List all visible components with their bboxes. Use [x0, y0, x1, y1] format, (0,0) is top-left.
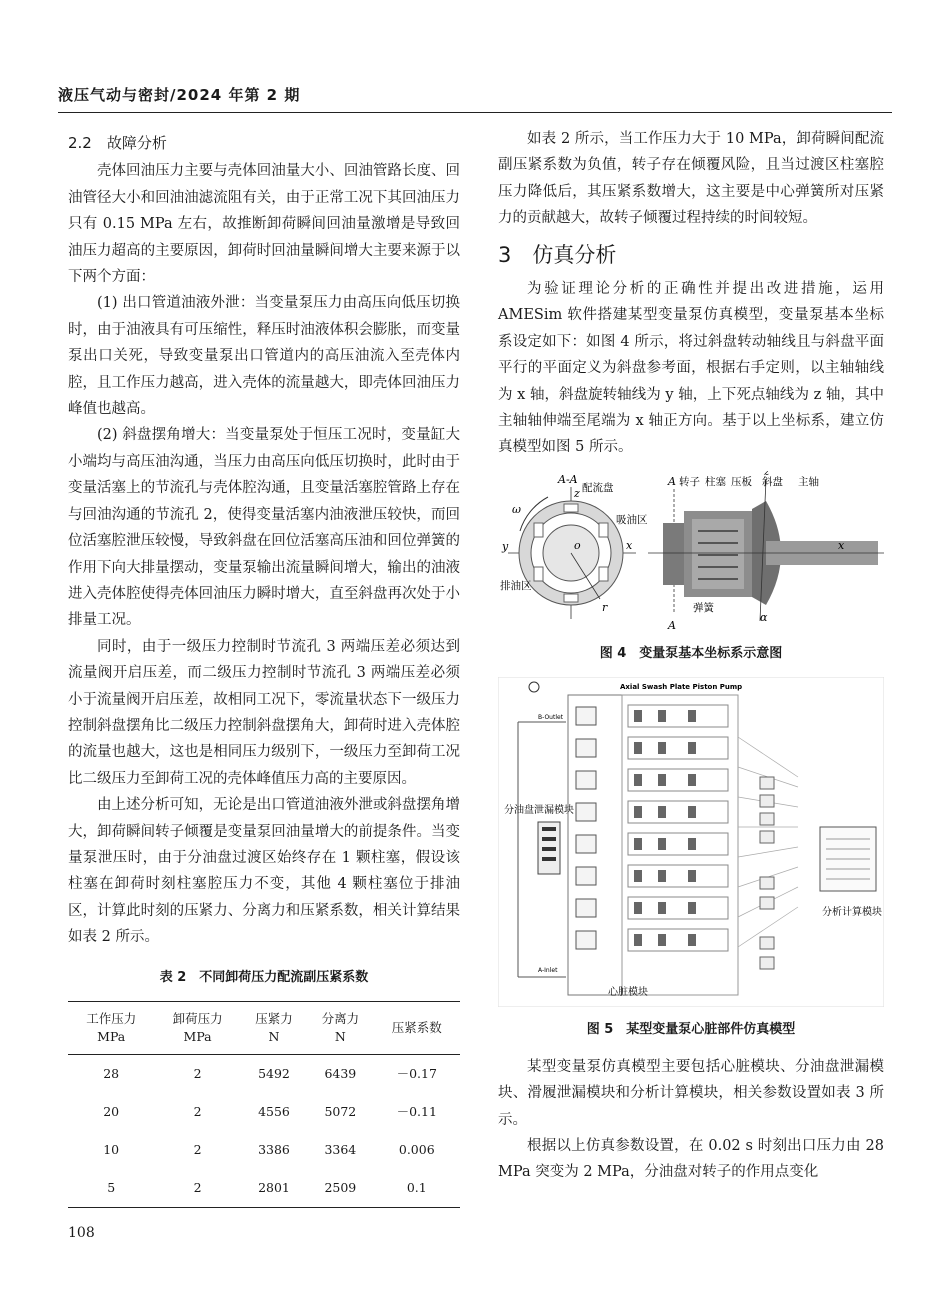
journal-header: 液压气动与密封/2024 年第 2 期	[58, 86, 301, 104]
fig4-label: 主轴	[798, 475, 819, 488]
fig4-label: 吸油区	[616, 513, 648, 526]
section-title-2-2: 2.2 故障分析	[68, 134, 167, 152]
section-title-3: 3 仿真分析	[498, 242, 617, 267]
fig4-label: y	[502, 539, 509, 553]
paragraph: 某型变量泵仿真模型主要包括心脏模块、分油盘泄漏模块、滑履泄漏模块和分析计算模块，相关参数设置如表 3 所示。	[498, 1058, 884, 1128]
fig4-label: A-A	[558, 472, 578, 486]
fig5-port: B-Outlet	[538, 714, 564, 722]
fig5-port: A-Inlet	[538, 967, 558, 975]
table-caption: 表 2 不同卸荷压力配流副压紧系数	[159, 969, 369, 985]
figure-4-drawing	[498, 471, 884, 633]
fig4-label: 弹簧	[693, 601, 714, 614]
paragraph: 同时，由于一级压力控制时节流孔 3 两端压差必须达到流量阀开启压差，而二级压力控制时节流孔 3 两端压差必须小于流量阀开启压差，故相同工况下，零流量状态下一级压力控制斜盘摆角比二级压力控制斜盘摆角大，卸荷时进入壳体腔的流量也越大，这也是相同压力级别下，一级压力至卸荷工况比二级压力至卸荷工况的壳体峰值压力高的主要原因。	[68, 638, 460, 787]
paragraph: 如表 2 所示，当工作压力大于 10 MPa，卸荷瞬间配流副压紧系数为负值，转子存在倾覆风险，且当过渡区柱塞腔压力降低后，其压紧系数增大，这主要是中心弹簧所对压紧力的贡献越大，故转子倾覆过程持续的时间较短。	[498, 131, 884, 227]
figure-4	[498, 471, 884, 633]
fig4-label: 排油区	[500, 579, 532, 592]
fig4-label: A	[668, 618, 676, 632]
fig4-label: 转子	[679, 475, 700, 488]
fig5-title: Axial Swash Plate Piston Pump	[620, 683, 743, 692]
paragraph: (2) 斜盘摆角增大：当变量泵处于恒压工况时，变量缸大小端均与高压油沟通，当压力由高压向低压切换时，此时由于变量活塞上的节流孔与壳体腔沟通，且变量活塞腔管路上存在与回油沟通的节流孔 2，使得变量活塞内油液泄压较快，而回位活塞腔泄压较慢，导致斜盘在回位活塞高压油和回位弹簧的作用下向大排量摆动，变量泵输出流量瞬间增大，输出的油液进入壳体腔使得壳体回油压力瞬时增大，直至斜盘再次处于小排量工况。	[68, 427, 460, 629]
fig4-label: o	[574, 538, 581, 552]
fig4-label: r	[602, 600, 608, 614]
figure-5	[498, 677, 884, 1007]
table-row: 28 2 5492 6439 －0.17	[103, 1066, 437, 1081]
fig4-label: α	[760, 610, 768, 624]
fig5-label: 分油盘泄漏模块	[504, 805, 574, 817]
page-number: 108	[68, 1225, 95, 1241]
paragraph: 为验证理论分析的正确性并提出改进措施，运用 AMESim 软件搭建某型变量泵仿真模型，变量泵基本坐标系设定如下：如图 4 所示，将过斜盘转动轴线且与斜盘平面平行的平面定义为斜盘参考面，根据右手定则，以主轴轴线为 x 轴，斜盘旋转轴线为 y 轴，上下死点轴线为 z 轴，其中主轴轴伸端至尾端为 x 轴正方向。基于以上坐标系，建立仿真模型如图 5 所示。	[498, 281, 884, 456]
fig4-label: x	[838, 538, 845, 552]
figure-5-caption: 图 5 某型变量泵心脏部件仿真模型	[586, 1022, 796, 1038]
table-header-cell: 分离力 N	[307, 1002, 373, 1055]
table-2	[68, 1001, 460, 1208]
fig5-label: 分析计算模块	[822, 907, 882, 919]
paragraph: (1) 出口管道油液外泄：当变量泵压力由高压向低压切换时，由于油液具有可压缩性，释压时油液体积会膨胀，而变量泵出口关死，导致变量泵出口管道内的高压油流入至壳体内腔，且工作压力越高，进入壳体的流量越大，即壳体回油压力峰值也越高。	[68, 295, 460, 418]
paragraph: 根据以上仿真参数设置，在 0.02 s 时刻出口压力由 28 MPa 突变为 2 MPa，分油盘对转子的作用点变化	[498, 1137, 884, 1181]
fig5-label: 心脏模块	[608, 987, 648, 999]
table-row: 10 2 3386 3364 0.006	[103, 1142, 435, 1157]
fig4-label: z	[574, 486, 580, 500]
fig4-label: 柱塞	[705, 475, 726, 488]
fig4-label: z	[764, 470, 770, 478]
table-row: 5 2 2801 2509 0.1	[68, 1169, 460, 1208]
left-column	[68, 126, 460, 1208]
table-header-cell: 卸荷压力 MPa	[154, 1002, 240, 1055]
table-header-cell: 压紧力 N	[241, 1002, 307, 1055]
figure-5-drawing	[498, 677, 884, 1007]
table-row: 20 2 4556 5072 －0.11	[103, 1104, 437, 1119]
fig4-label: 压板	[731, 475, 752, 488]
paragraph: 由上述分析可知，无论是出口管道油液外泄或斜盘摆角增大，卸荷瞬间转子倾覆是变量泵回油量增大的前提条件。当变量泵泄压时，由于分油盘过渡区始终存在 1 颗柱塞，假设该柱塞在卸荷时刻柱塞腔压力不变，其他 4 颗柱塞位于排油区，计算此时刻的压紧力、分离力和压紧系数，相关计算结果如表 2 所示。	[68, 797, 460, 946]
paragraph: 壳体回油压力主要与壳体回油量大小、回油管路长度、回油管径大小和回油油滤流阻有关，由于正常工况下其回油压力只有 0.15 MPa 左右，故推断卸荷瞬间回油量激增是导致回油压力超高的主要原因，卸荷时回油量瞬间增大主要来源于以下两个方面：	[68, 163, 460, 286]
fig4-label: 配流盘	[582, 481, 614, 494]
fig4-label: ω	[512, 502, 521, 516]
header-rule	[58, 112, 892, 113]
fig4-label: A	[668, 474, 676, 488]
fig4-label: 斜盘	[762, 475, 783, 488]
table-header-cell: 压紧系数	[374, 1002, 460, 1055]
right-column	[498, 126, 884, 1186]
table-header-cell: 工作压力 MPa	[68, 1002, 154, 1055]
figure-4-caption: 图 4 变量泵基本坐标系示意图	[599, 645, 783, 661]
fig4-label: x	[626, 538, 633, 552]
